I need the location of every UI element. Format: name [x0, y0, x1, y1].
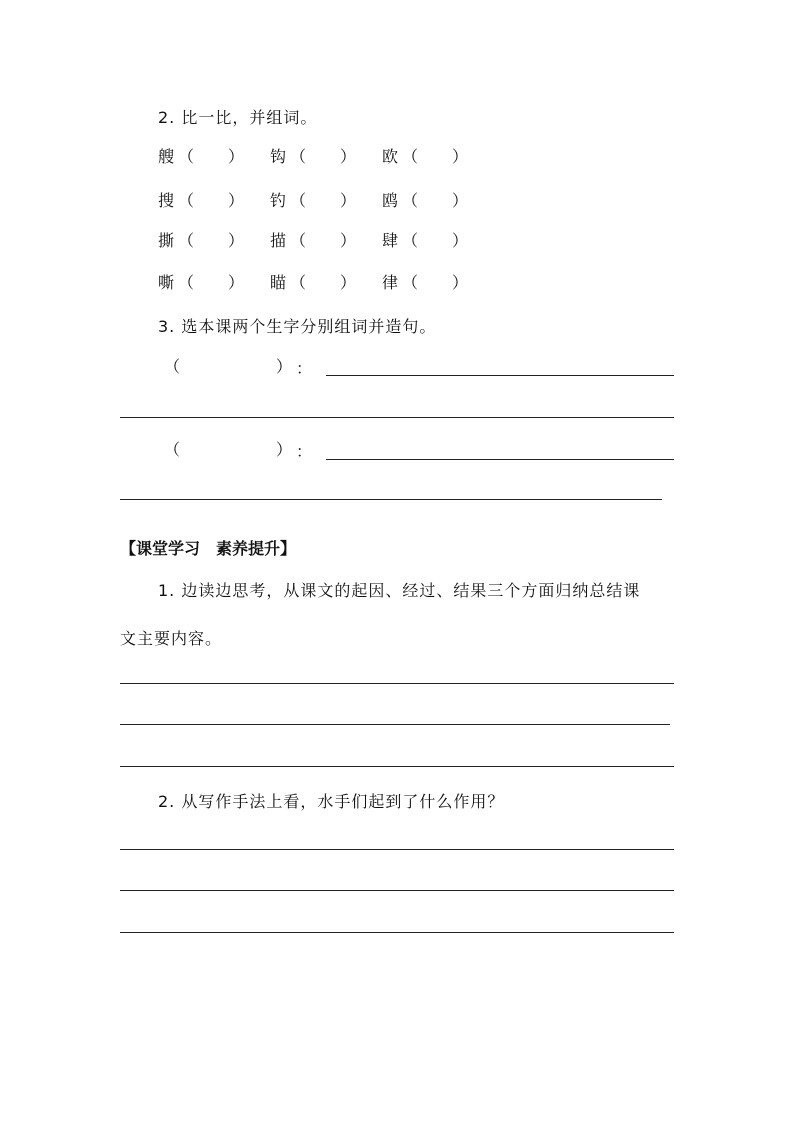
char-cell: 撕	[158, 231, 176, 250]
paren-close: ）	[340, 231, 357, 250]
paren-open: （	[402, 273, 419, 292]
paren-close: ）	[340, 191, 357, 210]
paren-open: （	[290, 273, 307, 292]
section-header: 【课堂学习 素养提升】	[120, 539, 297, 558]
paren-close: ）	[452, 147, 469, 166]
paren-open: （	[164, 357, 181, 376]
answer-line	[120, 499, 662, 500]
answer-line	[120, 683, 674, 684]
char-cell: 艘	[158, 147, 176, 166]
answer-line	[120, 766, 674, 767]
q2-compare-title: 2. 比一比，并组词。	[158, 108, 318, 127]
char-cell: 嘶	[158, 273, 176, 292]
paren-open: （	[402, 231, 419, 250]
answer-line	[120, 417, 674, 418]
paren-close: ）	[340, 147, 357, 166]
char-cell: 肆	[382, 231, 400, 250]
paren-close: ）	[228, 147, 245, 166]
paren-close: ）	[452, 273, 469, 292]
colon: ：	[296, 359, 313, 378]
answer-line	[326, 459, 674, 460]
paren-close: ）	[452, 191, 469, 210]
q2-sailors-title: 2. 从写作手法上看，水手们起到了什么作用？	[158, 792, 505, 811]
paren-close: ）	[276, 440, 293, 459]
answer-line	[120, 724, 670, 725]
paren-open: （	[164, 440, 181, 459]
q1-summary-line2: 文主要内容。	[120, 629, 223, 648]
answer-line	[326, 375, 674, 376]
colon: ：	[296, 442, 313, 461]
paren-open: （	[178, 273, 195, 292]
char-cell: 鸥	[382, 191, 400, 210]
paren-close: ）	[452, 231, 469, 250]
paren-open: （	[178, 147, 195, 166]
paren-close: ）	[276, 357, 293, 376]
paren-close: ）	[228, 231, 245, 250]
char-cell: 律	[382, 273, 400, 292]
paren-open: （	[402, 147, 419, 166]
paren-open: （	[290, 191, 307, 210]
answer-line	[120, 932, 674, 933]
paren-close: ）	[340, 273, 357, 292]
q3-sentence-title: 3. 选本课两个生字分别组词并造句。	[158, 317, 437, 336]
char-cell: 钓	[270, 191, 288, 210]
char-cell: 钩	[270, 147, 288, 166]
paren-close: ）	[228, 191, 245, 210]
char-cell: 描	[270, 231, 288, 250]
char-cell: 搜	[158, 191, 176, 210]
paren-open: （	[402, 191, 419, 210]
answer-line	[120, 890, 674, 891]
char-cell: 瞄	[270, 273, 288, 292]
answer-line	[120, 849, 674, 850]
paren-open: （	[290, 231, 307, 250]
paren-open: （	[290, 147, 307, 166]
paren-open: （	[178, 231, 195, 250]
char-cell: 欧	[382, 147, 400, 166]
q1-summary-line1: 1. 边读边思考，从课文的起因、经过、结果三个方面归纳总结课	[158, 581, 641, 600]
paren-open: （	[178, 191, 195, 210]
paren-close: ）	[228, 273, 245, 292]
